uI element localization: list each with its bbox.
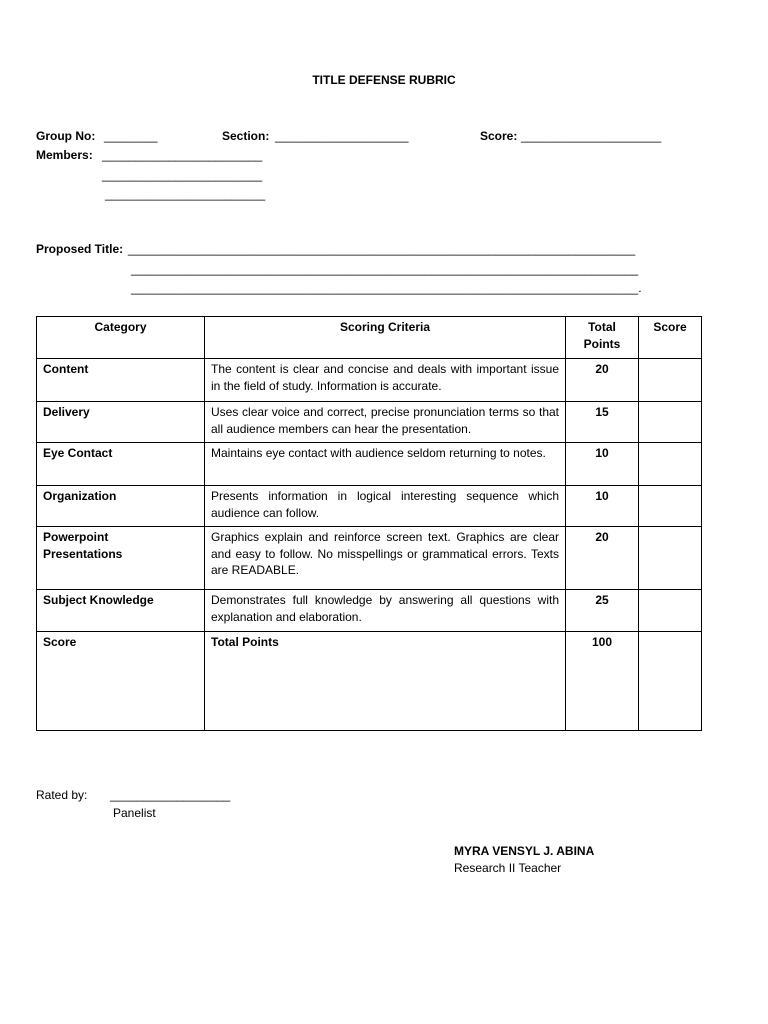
total-score-cell[interactable] (639, 632, 702, 731)
proposed-title-label: Proposed Title: (36, 242, 124, 256)
total-category: Score (37, 632, 205, 731)
proposed-title-line-2[interactable]: ____________________________________________________________________________ (131, 262, 639, 276)
header-points-line-1: Total (588, 320, 616, 334)
row-criteria: Presents information in logical interesting sequence which audience can follow. (205, 486, 566, 527)
score-blank[interactable]: _____________________ (521, 129, 662, 143)
group-blank[interactable]: ________ (104, 129, 158, 143)
group-label: Group No: (36, 129, 96, 143)
rubric-table (36, 316, 702, 731)
members-blank-2[interactable]: ________________________ (102, 168, 263, 182)
row-criteria: Maintains eye contact with audience seldom returning to notes. (205, 443, 566, 486)
row-criteria: Demonstrates full knowledge by answering all questions with explanation and elaboration. (205, 590, 566, 632)
score-label: Score: (480, 129, 518, 143)
header-total-points (566, 317, 639, 359)
row-score-cell[interactable] (639, 486, 702, 527)
row-score-cell[interactable] (639, 527, 702, 590)
row-category: Eye Contact (37, 443, 205, 486)
header-score: Score (639, 317, 702, 359)
row-category: Content (37, 359, 205, 402)
header-points-line-2: Points (583, 336, 621, 351)
row-category (37, 527, 205, 590)
row-points: 20 (566, 527, 639, 590)
rated-by-blank[interactable]: __________________ (110, 788, 231, 802)
header-criteria: Scoring Criteria (205, 317, 566, 359)
row-category: Subject Knowledge (37, 590, 205, 632)
row-criteria: Graphics explain and reinforce screen text. Graphics are clear and easy to follow. No misspellings or grammatical errors. Texts are READABLE. (205, 527, 566, 590)
members-blank-3[interactable]: ________________________ (105, 187, 266, 201)
row-criteria: Uses clear voice and correct, precise pronunciation terms so that all audience members can hear the presentation. (205, 402, 566, 443)
row-score-cell[interactable] (639, 590, 702, 632)
section-label: Section: (222, 129, 270, 143)
table-row (37, 359, 702, 402)
total-criteria: Total Points (205, 632, 566, 731)
row-score-cell[interactable] (639, 443, 702, 486)
total-points: 100 (566, 632, 639, 731)
proposed-title-line-1[interactable]: ____________________________________________________________________________ (128, 242, 636, 256)
section-blank[interactable]: ____________________ (275, 129, 409, 143)
row-category: Delivery (37, 402, 205, 443)
proposed-title-line-3[interactable]: ____________________________________________________________________________. (131, 281, 642, 295)
rated-by-label: Rated by: (36, 788, 88, 802)
table-row (37, 590, 702, 632)
document-title: TITLE DEFENSE RUBRIC (312, 73, 456, 87)
table-header-row (37, 317, 702, 359)
teacher-name: MYRA VENSYL J. ABINA (454, 844, 595, 858)
table-row (37, 486, 702, 527)
teacher-role: Research II Teacher (454, 861, 562, 875)
row-category-line-1: Powerpoint (43, 530, 109, 544)
row-score-cell[interactable] (639, 359, 702, 402)
total-row (37, 632, 702, 731)
row-points: 10 (566, 443, 639, 486)
row-score-cell[interactable] (639, 402, 702, 443)
row-points: 25 (566, 590, 639, 632)
header-category: Category (37, 317, 205, 359)
panelist-label: Panelist (113, 806, 156, 820)
table-row (37, 402, 702, 443)
row-points: 10 (566, 486, 639, 527)
row-points: 20 (566, 359, 639, 402)
row-criteria: The content is clear and concise and deals with important issue in the field of study. Information is accurate. (205, 359, 566, 402)
row-points: 15 (566, 402, 639, 443)
members-label: Members: (36, 148, 93, 162)
row-category-line-2: Presentations (43, 546, 123, 561)
table-row (37, 443, 702, 486)
members-blank-1[interactable]: ________________________ (102, 148, 263, 162)
table-row (37, 527, 702, 590)
row-category: Organization (37, 486, 205, 527)
